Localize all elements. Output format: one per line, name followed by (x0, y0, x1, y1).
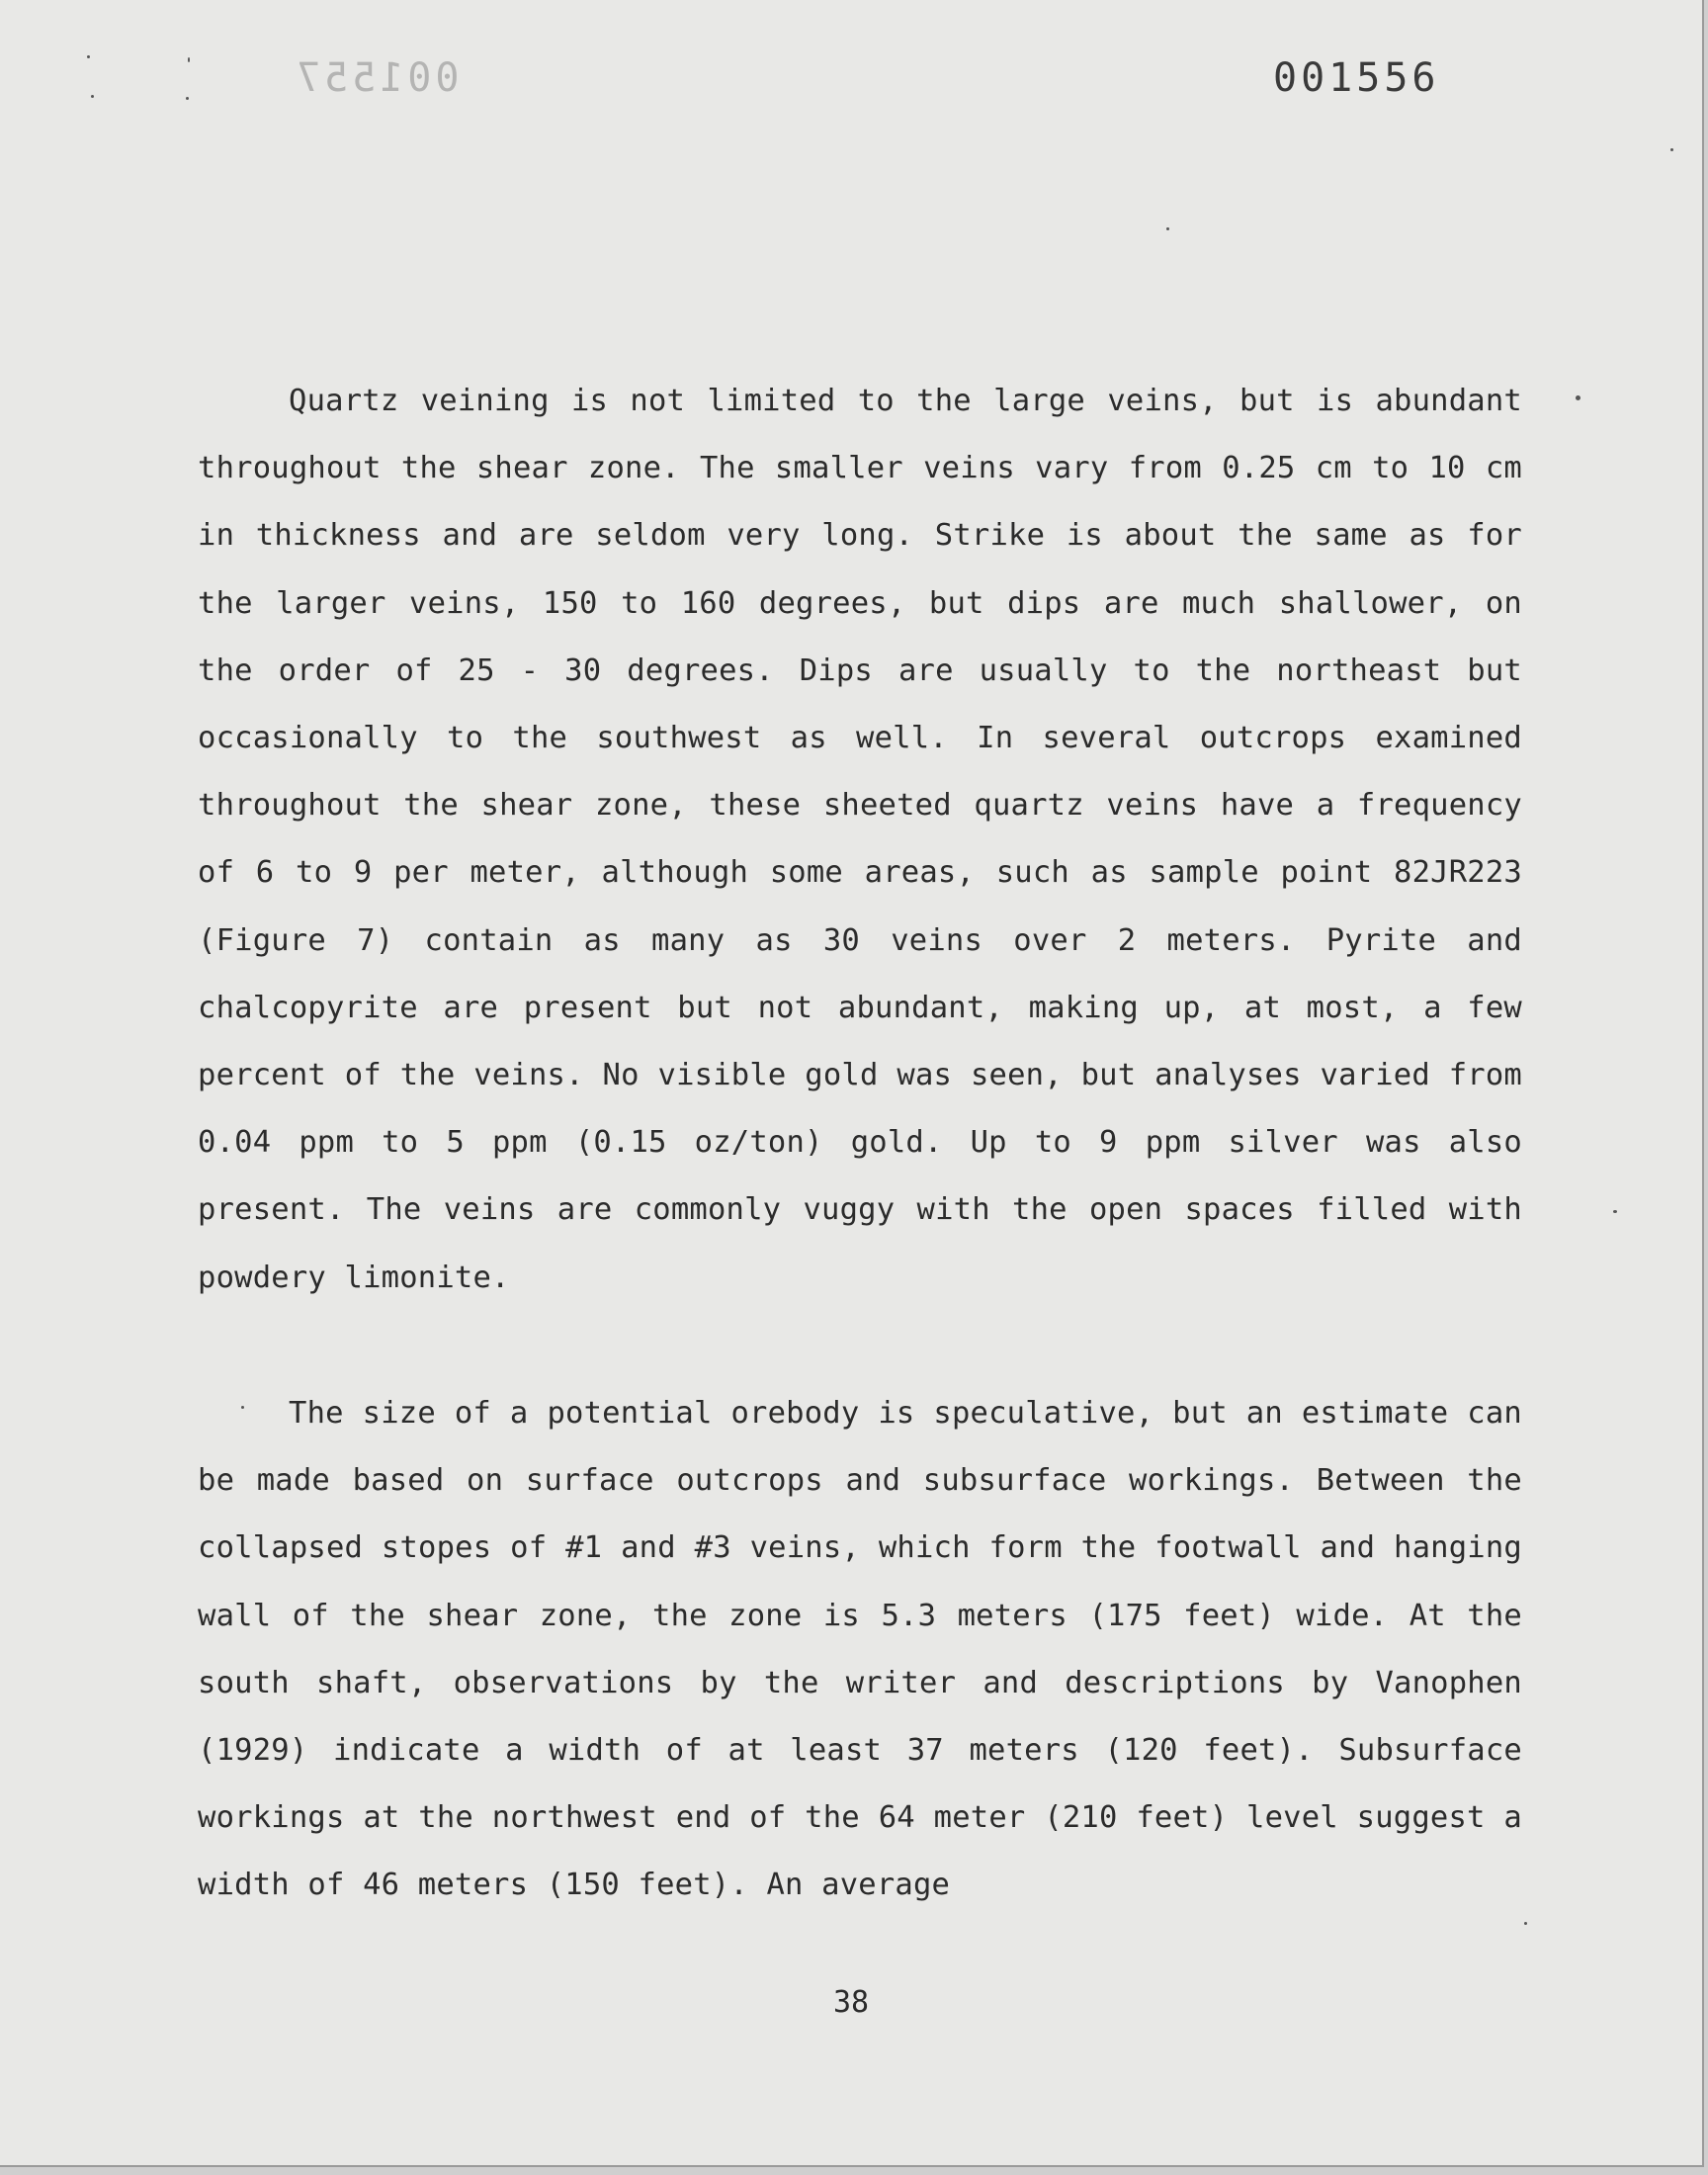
scan-speck (241, 1406, 244, 1409)
scan-speck (1670, 148, 1673, 151)
scan-speck (1166, 227, 1169, 230)
scan-speck (186, 97, 189, 100)
scan-speck (1524, 1922, 1527, 1925)
page-number: 38 (832, 1985, 870, 2020)
scan-speck (188, 57, 190, 62)
document-number: 001556 (1273, 55, 1440, 101)
body-paragraph-2: The size of a potential orebody is speculative, but an estimate can be made based on surface outcrops and subsurface workings. Between the collapsed stopes of #1 and #3 veins, which form the footwall and hanging wall of the shear zone, the zone is 5.3 meters (175 feet) wide. At the south shaft, observations by the writer and descriptions by Vanophen (1929) indicate a width of at least 37 meters (120 feet). Subsurface workings at the northwest end of the 64 meter (210 feet) level suggest a width of 46 meters (150 feet). An average (198, 1396, 1522, 1903)
scan-speck (87, 55, 90, 58)
body-paragraph-1: Quartz veining is not limited to the large veins, but is abundant throughout the shear zone. The smaller veins vary from 0.25 cm to 10 cm in thickness and are seldom very long. Strike is about the same as for the larger veins, 150 to 160 degrees, but dips are much shallower, on the order of 25 - 30 degrees. Dips are usually to the northeast but occasionally to the southwest as well. In several outcrops examined throughout the shear zone, these sheeted quartz veins have a frequency of 6 to 9 per meter, although some areas, such as sample point 82JR223 (Figure 7) contain as many as 30 veins over 2 meters. Pyrite and chalcopyrite are present but not abundant, making up, at most, a few percent of the veins. No visible gold was seen, but analyses varied from 0.04 ppm to 5 ppm (0.15 oz/ton) gold. Up to 9 ppm silver was also present. The veins are commonly vuggy with the open spaces filled with powdery limonite. (198, 384, 1522, 1295)
scan-speck (91, 95, 94, 98)
bleed-through-document-number: 001557 (293, 55, 460, 101)
scan-speck (1613, 1210, 1617, 1213)
scan-speck (1576, 395, 1580, 400)
